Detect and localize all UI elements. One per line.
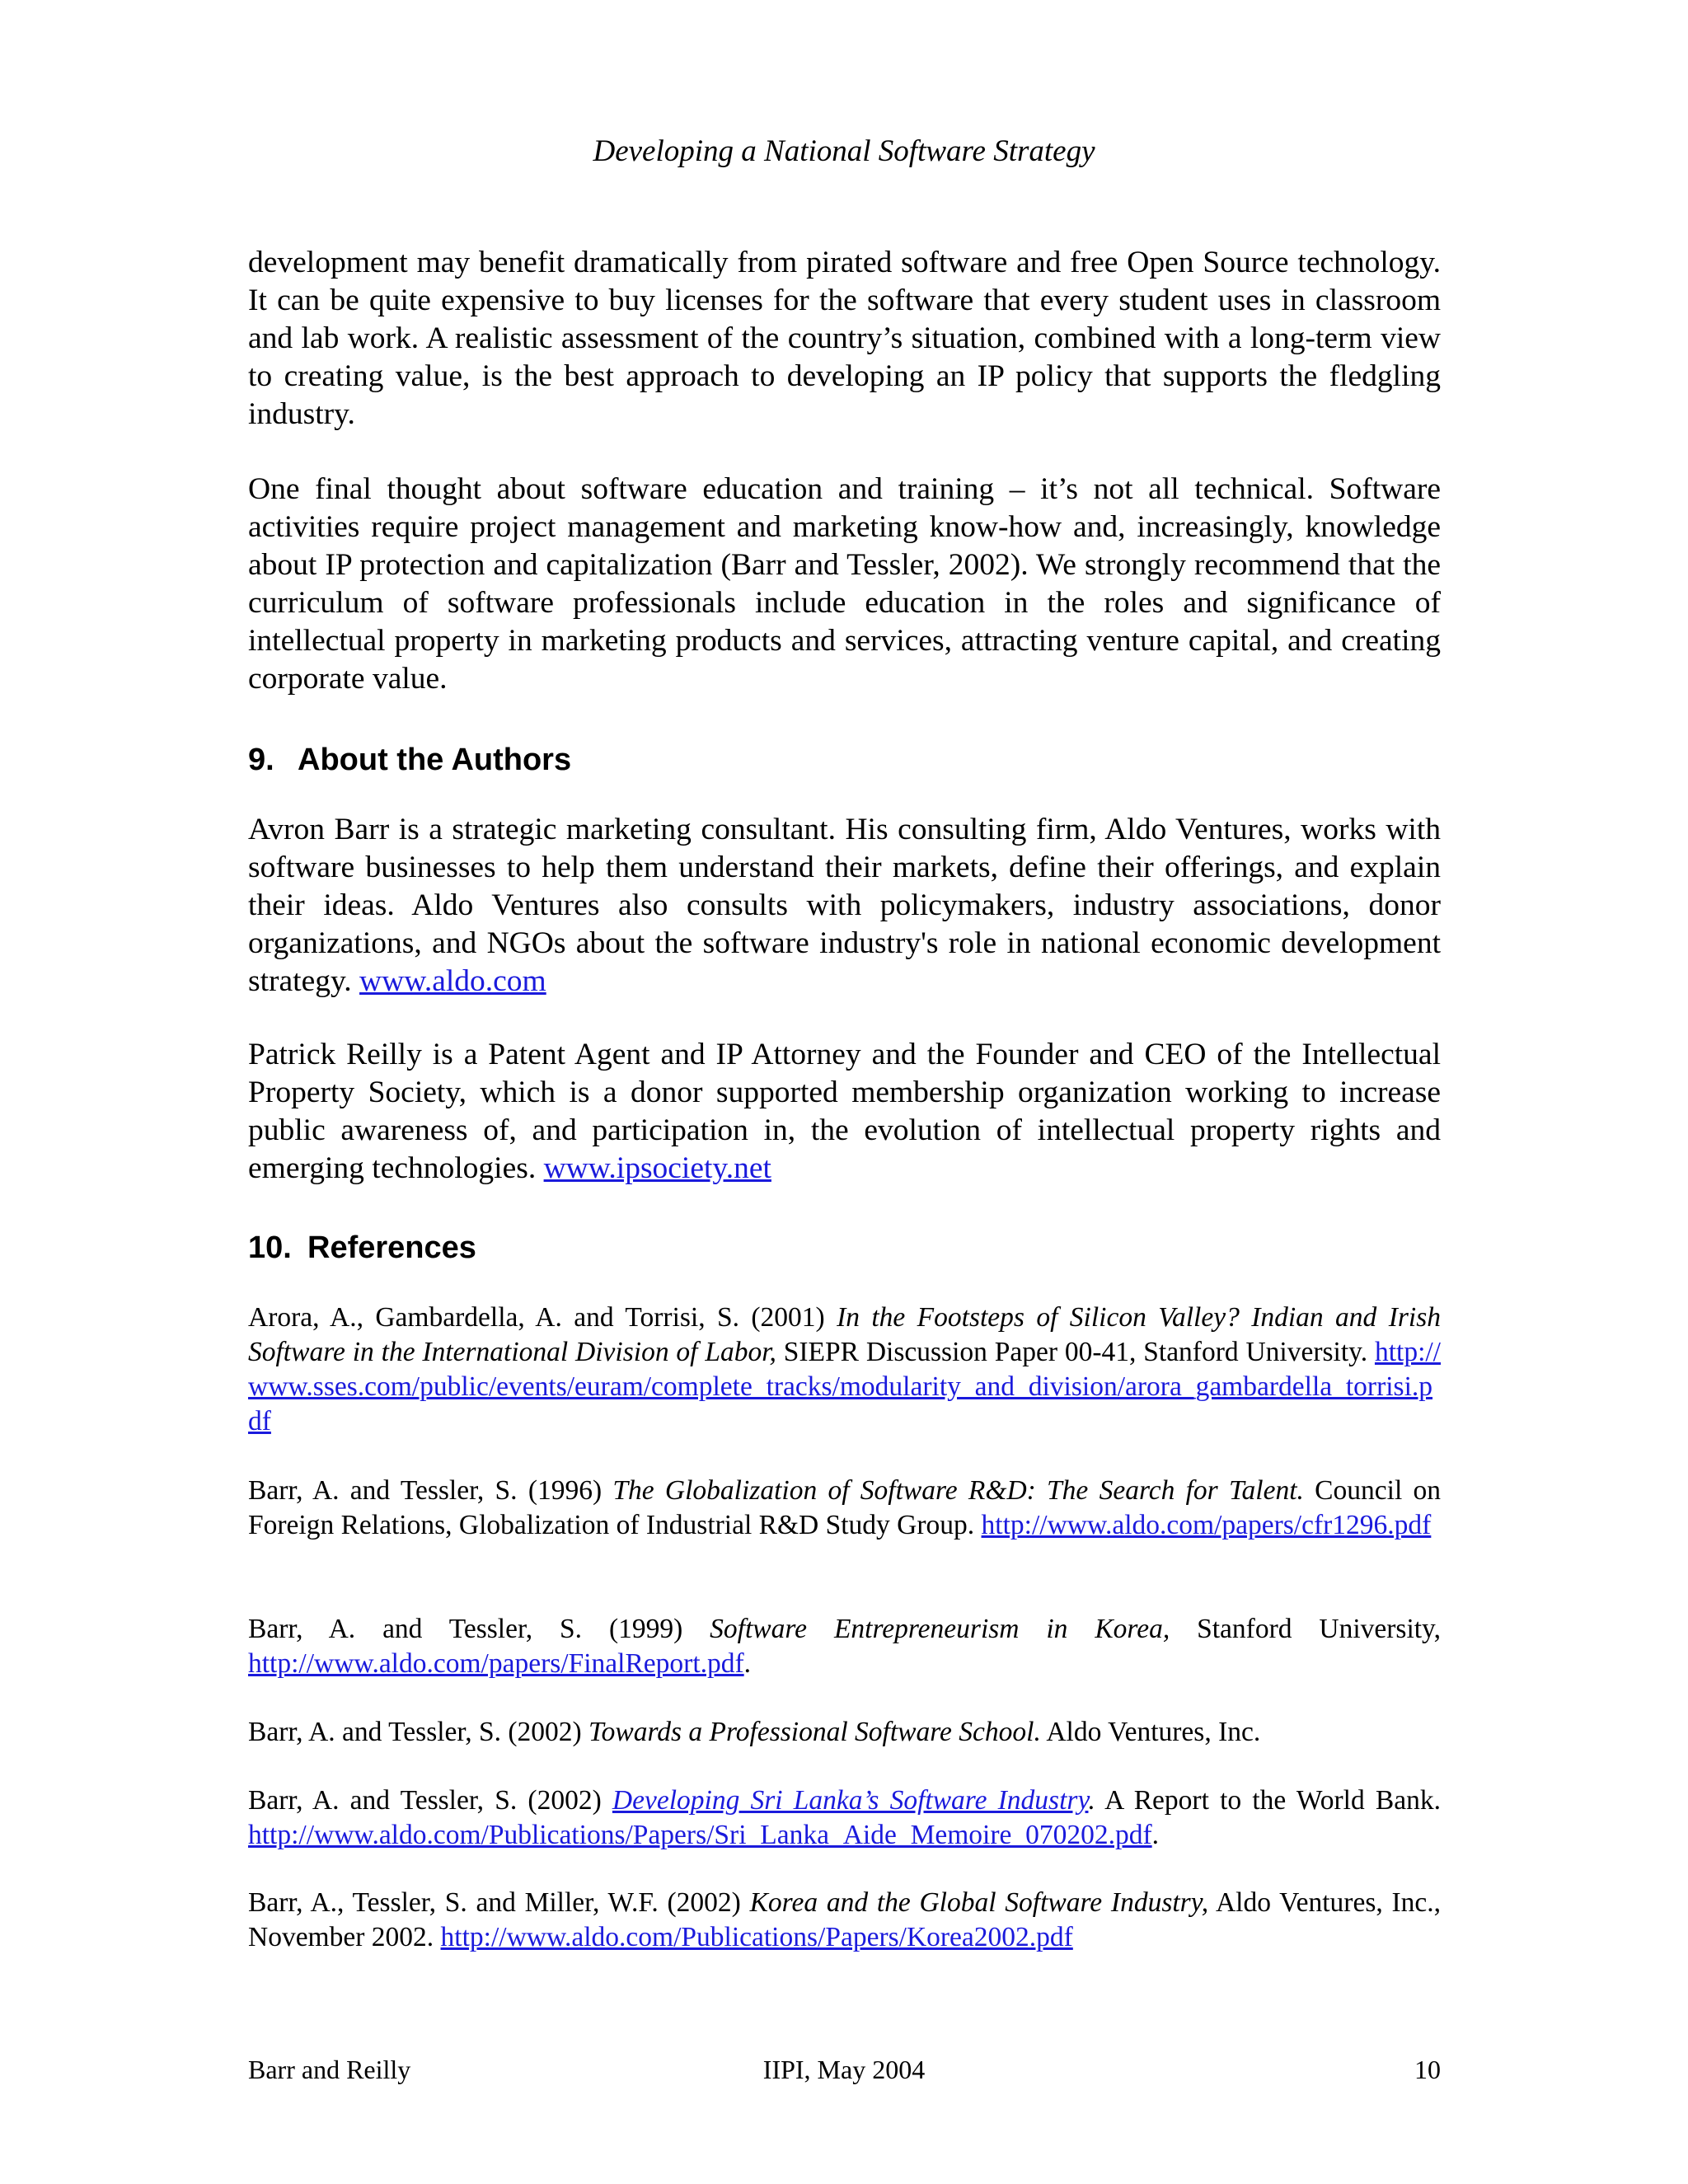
ref-authors: Barr, A. and Tessler, S. (2002): [248, 1785, 612, 1816]
ref-source: Aldo Ventures, Inc.: [1040, 1717, 1261, 1747]
ref-url-link[interactable]: http://www.sses.com/public/events/euram/complete_tracks/modularity_and_division/arora_gambardella_torrisi.pdf: [248, 1337, 1441, 1436]
ref-title: In the Footsteps of Silicon Valley? Indian and Irish Software in the International Division of Labor,: [248, 1302, 1441, 1367]
ipsociety-website-link[interactable]: www.ipsociety.net: [543, 1151, 771, 1185]
ref-source: Aldo Ventures, Inc., November 2002.: [248, 1887, 1441, 1952]
ref-source: Council on Foreign Relations, Globalization of Industrial R&D Study Group.: [248, 1475, 1442, 1540]
ref-authors: Barr, A., Tessler, S. and Miller, W.F. (2002): [248, 1887, 750, 1918]
reference-barr-1999: [248, 1612, 1441, 1681]
footer-publication: IIPI, May 2004: [762, 2055, 926, 2084]
ref-url-link[interactable]: http://www.aldo.com/papers/FinalReport.pdf: [248, 1648, 744, 1679]
ref-title: The Globalization of Software R&D: The Search for Talent.: [612, 1475, 1304, 1506]
ref-authors: Barr, A. and Tessler, S. (1996): [248, 1475, 613, 1506]
ref-source: SIEPR Discussion Paper 00-41, Stanford University.: [776, 1337, 1375, 1367]
section-number: 9.: [248, 743, 274, 777]
page-number: 10: [1414, 2055, 1441, 2084]
author-bio-reilly: [248, 1036, 1441, 1188]
aldo-website-link[interactable]: www.aldo.com: [359, 964, 546, 998]
ref-title: Towards a Professional Software School.: [588, 1717, 1041, 1747]
ref-authors: Arora, A., Gambardella, A. and Torrisi, S. (2001): [248, 1302, 837, 1333]
ref-url-link[interactable]: http://www.aldo.com/Publications/Papers/Korea2002.pdf: [440, 1922, 1073, 1952]
reference-barr-1996: [248, 1474, 1441, 1543]
ref-source: A Report to the World Bank.: [1095, 1785, 1441, 1816]
section-title: References: [307, 1230, 476, 1265]
section-heading-about-authors: [248, 740, 571, 780]
reference-barr-2002-korea: [248, 1886, 1441, 1955]
ref-title: Software Entrepreneurism in Korea,: [710, 1614, 1170, 1644]
paragraph-ip-policy: development may benefit dramatically from pirated software and free Open Source technology. It can be quite expensive to buy licenses for the software that every student uses in classroom and lab work. A realistic assessment of the country’s situation, combined with a long-term view to creating value, is the best approach to developing an IP policy that supports the fledgling industry.: [248, 246, 1441, 431]
paragraph-education-training: One final thought about software education and training – it’s not all technical. Software activities require project management and marketing know-how and, increasingly, knowledge about IP protection and capitalization (Barr and Tessler, 2002). We strongly recommend that the curriculum of software professionals include education in the roles and significance of intellectual property in marketing products and services, attracting venture capital, and creating corporate value.: [248, 472, 1441, 696]
author-bio-text: Avron Barr is a strategic marketing consultant. His consulting firm, Aldo Ventures, works with software businesses to help them understand their markets, define their offerings, and explain their ideas. Aldo Ventures also consults with policymakers, industry associations, donor organizations, and NGOs about the software industry's role in national economic development strategy.: [248, 813, 1441, 998]
author-bio-barr: [248, 811, 1441, 1001]
reference-barr-2002-sri-lanka: [248, 1783, 1441, 1853]
ref-source: Stanford University,: [1170, 1614, 1442, 1644]
ref-url-link[interactable]: http://www.aldo.com/Publications/Papers/Sri_Lanka_Aide_Memoire_070202.pdf: [248, 1820, 1152, 1850]
section-number: 10.: [248, 1230, 292, 1265]
ref-title: Korea and the Global Software Industry,: [749, 1887, 1209, 1918]
section-heading-references: [248, 1228, 476, 1268]
ref-end: .: [1151, 1820, 1160, 1850]
ref-authors: Barr, A. and Tessler, S. (2002): [248, 1717, 589, 1747]
ref-title-end: .: [1088, 1785, 1095, 1816]
author-bio-text: Patrick Reilly is a Patent Agent and IP Attorney and the Founder and CEO of the Intellectual Property Society, which is a donor supported membership organization working to increase public awareness of, and participation in, the evolution of intellectual property rights and emerging technologies.: [248, 1038, 1441, 1185]
reference-arora-2001: [248, 1301, 1441, 1439]
ref-title-link[interactable]: Developing Sri Lanka’s Software Industry: [612, 1785, 1089, 1816]
section-title: About the Authors: [298, 743, 572, 777]
ref-end: .: [743, 1648, 752, 1679]
running-header: Developing a National Software Strategy: [593, 134, 1095, 168]
reference-barr-2002-school: [248, 1715, 1441, 1750]
ref-url-link[interactable]: http://www.aldo.com/papers/cfr1296.pdf: [981, 1510, 1432, 1540]
footer-authors: Barr and Reilly: [248, 2055, 411, 2084]
ref-authors: Barr, A. and Tessler, S. (1999): [248, 1614, 710, 1644]
